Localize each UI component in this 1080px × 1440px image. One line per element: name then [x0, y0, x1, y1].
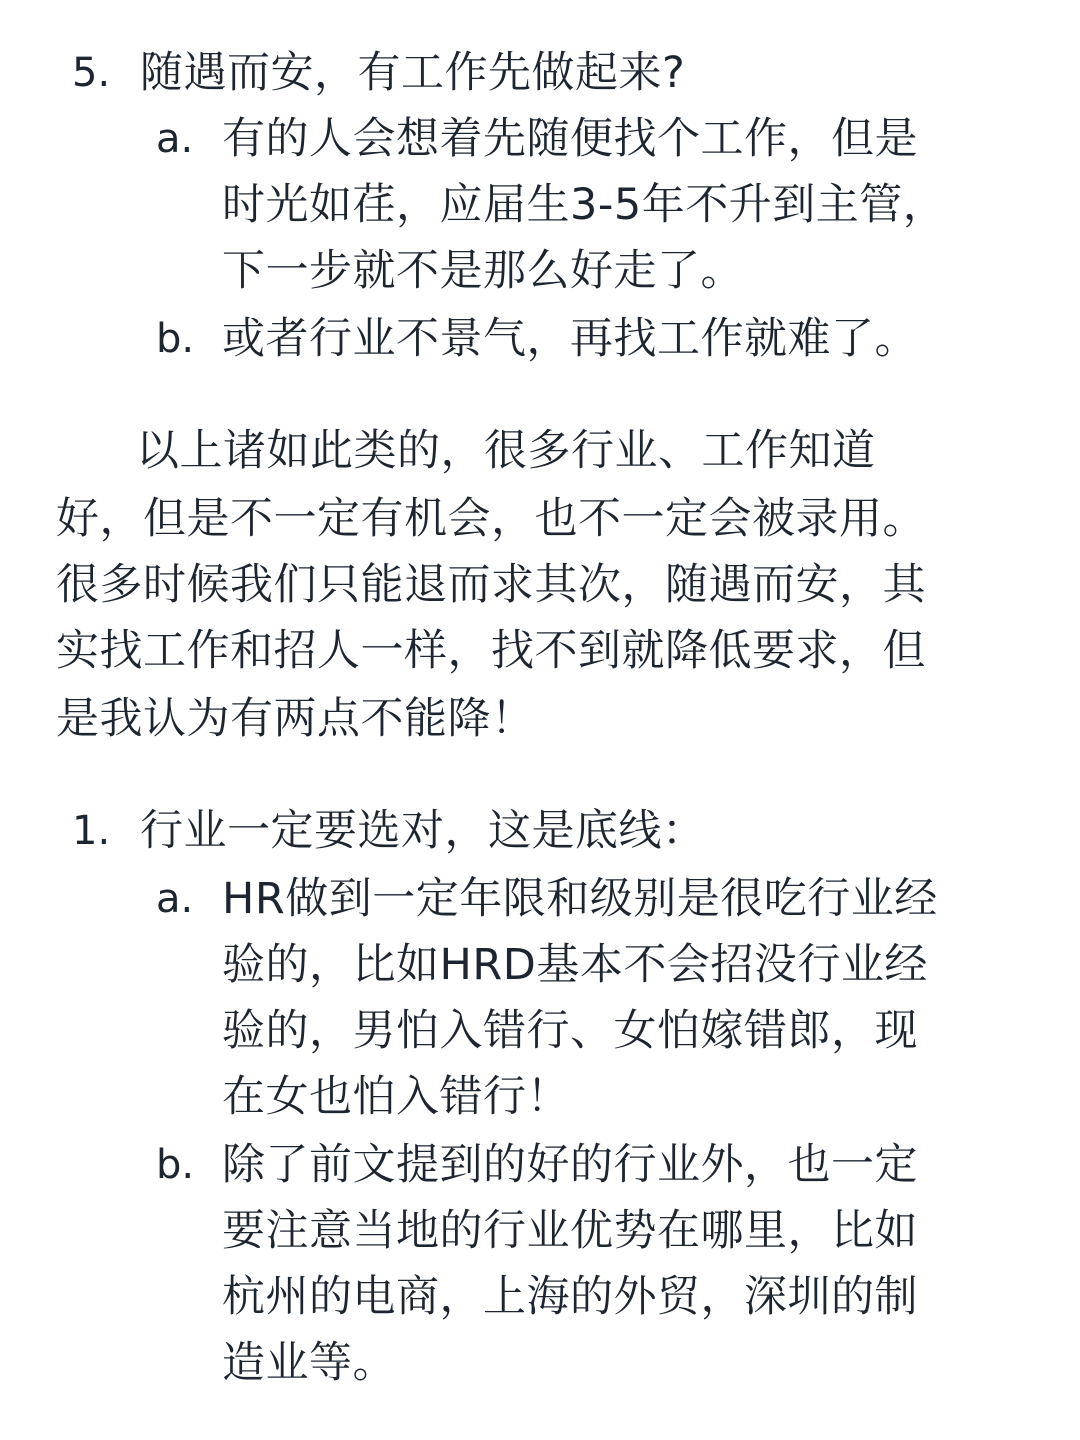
list-item-line: 有的人会想着先随便找个工作，但是	[222, 114, 918, 164]
list-item-line: 要注意当地的行业优势在哪里，比如	[222, 1206, 918, 1256]
list-item-line: 时光如荏，应届生3-5年不升到主管，	[222, 180, 947, 230]
list-marker: b.	[156, 1142, 195, 1188]
list-item-line: 除了前文提到的好的行业外，也一定	[222, 1140, 918, 1190]
section-heading: 随遇而安，有工作先做起来?	[140, 48, 686, 98]
list-item-line: 在女也怕入错行！	[222, 1072, 570, 1122]
list-item-line: 或者行业不景气，再找工作就难了。	[222, 314, 918, 364]
paragraph-line: 好，但是不一定有机会，也不一定会被录用。	[56, 494, 926, 544]
paragraph-line: 以上诸如此类的，很多行业、工作知道	[136, 426, 876, 476]
list-item-line: 杭州的电商，上海的外贸，深圳的制	[222, 1272, 918, 1322]
section-heading: 行业一定要选对，这是底线：	[140, 806, 706, 856]
list-marker: a.	[156, 116, 194, 162]
list-marker: b.	[156, 316, 195, 362]
paragraph-line: 实找工作和招人一样，找不到就降低要求，但	[56, 626, 926, 676]
list-item-line: 下一步就不是那么好走了。	[222, 246, 744, 296]
list-item-line: HR做到一定年限和级别是很吃行业经	[222, 874, 938, 924]
paragraph-line: 很多时候我们只能退而求其次，随遇而安，其	[56, 560, 926, 610]
list-number: 1.	[72, 808, 111, 854]
paragraph-line: 是我认为有两点不能降！	[56, 694, 535, 744]
list-item-line: 验的，男怕入错行、女怕嫁错郎，现	[222, 1006, 918, 1056]
list-number: 5.	[72, 50, 111, 96]
list-item-line: 造业等。	[222, 1338, 396, 1388]
list-item-line: 验的，比如HRD基本不会招没行业经	[222, 940, 928, 990]
list-marker: a.	[156, 876, 194, 922]
